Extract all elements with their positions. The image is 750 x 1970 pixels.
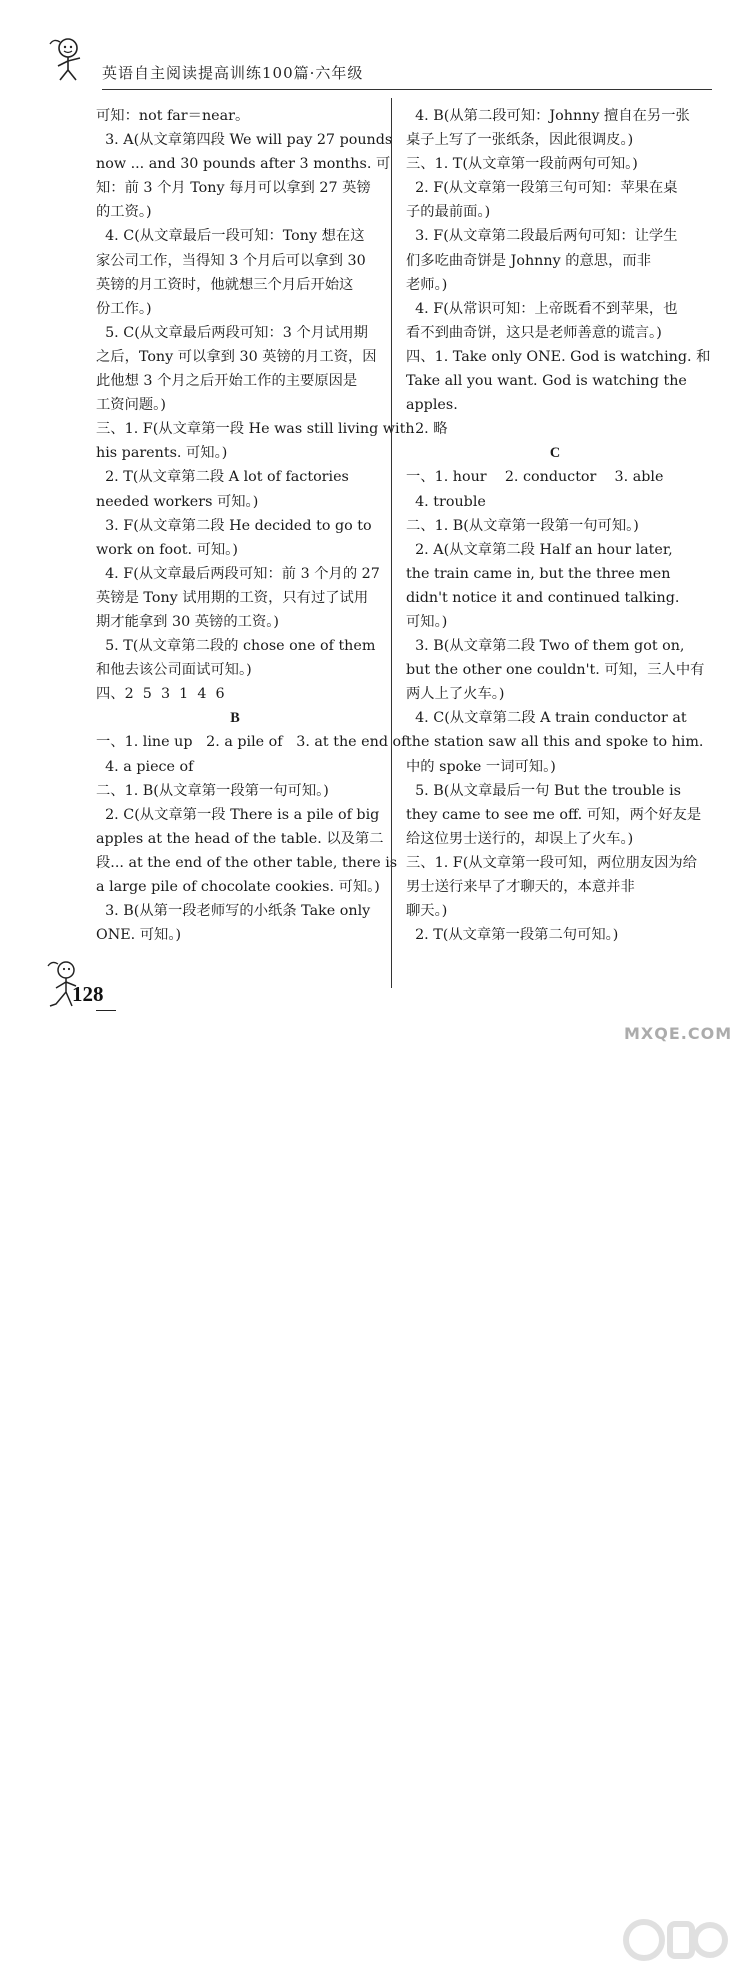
header-rule: [102, 89, 712, 90]
text-line: Take all you want. God is watching the: [406, 373, 687, 390]
watermark-text: MXQE.COM: [624, 1024, 733, 1043]
text-line: apples.: [406, 397, 458, 414]
text-line: 4. trouble: [406, 493, 486, 510]
text-line: 此他想 3 个月之后开始工作的主要原因是: [96, 373, 358, 390]
text-line: but the other one couldn't. 可知，三人中有: [406, 662, 705, 679]
text-line: 4. a piece of: [96, 758, 194, 775]
text-line: 4. C(从文章第二段 A train conductor at: [406, 710, 687, 727]
text-line: 英镑的月工资时，他就想三个月后开始这: [96, 276, 354, 293]
page-footer: [0, 950, 750, 1052]
text-line: didn't notice it and continued talking.: [406, 589, 680, 606]
text-line: 3. B(从文章第二段 Two of them got on,: [406, 638, 685, 655]
text-line: 5. C(从文章最后两段可知：3 个月试用期: [96, 324, 368, 341]
page-number: 128: [72, 982, 104, 1006]
text-line: 子的最前面。): [406, 204, 491, 221]
section-heading: C: [549, 445, 561, 462]
page-header: [0, 0, 750, 95]
text-line: 老师。): [406, 276, 448, 293]
text-line: 看不到曲奇饼，这只是老师善意的谎言。): [406, 324, 662, 341]
left-column: [96, 104, 415, 947]
footer-rule: [96, 1010, 116, 1011]
text-line: 三、1. F(从文章第一段可知，两位朋友因为给: [406, 854, 698, 871]
text-line: 4. C(从文章最后一段可知：Tony 想在这: [96, 228, 365, 245]
text-line: 中的 spoke 一词可知。): [406, 758, 556, 775]
text-line: 2. F(从文章第一段第三句可知：苹果在桌: [406, 180, 678, 197]
text-line: 和他去该公司面试可知。): [96, 662, 252, 679]
text-line: 段... at the end of the other table, there is: [96, 854, 398, 871]
stick-figure-mascot-icon: [40, 36, 96, 84]
text-line: 5. B(从文章最后一句 But the trouble is: [406, 782, 681, 799]
text-line: 二、1. B(从文章第一段第一句可知。): [406, 517, 639, 534]
text-line: 家公司工作，当得知 3 个月后可以拿到 30: [96, 252, 366, 269]
text-line: 4. B(从第二段可知：Johnny 擅自在另一张: [406, 108, 690, 124]
text-line: 2. A(从文章第二段 Half an hour later,: [406, 541, 673, 558]
text-line: 工资问题。): [96, 397, 166, 414]
text-line: 3. A(从文章第四段 We will pay 27 pounds: [96, 132, 393, 149]
text-line: 期才能拿到 30 英镑的工资。): [96, 613, 279, 630]
text-line: now ... and 30 pounds after 3 months. 可: [96, 156, 391, 173]
text-line: 二、1. B(从文章第一段第一句可知。): [96, 782, 329, 799]
text-line: 男士送行来早了才聊天的，本意并非: [406, 879, 635, 895]
text-line: 3. F(从文章第二段 He decided to go to: [96, 517, 372, 534]
text-line: 知：前 3 个月 Tony 每月可以拿到 27 英镑: [96, 180, 371, 197]
text-line: 份工作。): [96, 300, 152, 317]
text-line: 4. F(从文章最后两段可知：前 3 个月的 27: [96, 565, 380, 582]
text-line: 三、1. F(从文章第一段 He was still living with: [96, 421, 415, 438]
text-line: 四、2 5 3 1 4 6: [96, 686, 225, 703]
text-line: ONE. 可知。): [96, 927, 182, 944]
text-line: 2. T(从文章第二段 A lot of factories: [96, 469, 349, 486]
text-line: 2. 略: [406, 421, 448, 438]
text-line: 给这位男士送行的，却误上了火车。): [406, 830, 634, 847]
text-line: needed workers 可知。): [96, 493, 259, 510]
text-line: 一、1. hour 2. conductor 3. able: [406, 469, 664, 486]
text-line: the train came in, but the three men: [406, 565, 671, 582]
text-line: 之后，Tony 可以拿到 30 英镑的月工资，因: [96, 348, 377, 365]
text-line: 4. F(从常识可知：上帝既看不到苹果，也: [406, 300, 678, 317]
text-line: 聊天。): [406, 903, 448, 920]
text-line: the station saw all this and spoke to him.: [406, 734, 704, 751]
text-line: 们多吃曲奇饼是 Johnny 的意思，而非: [406, 252, 651, 269]
text-line: apples at the head of the table. 以及第二: [96, 830, 384, 847]
text-line: a large pile of chocolate cookies. 可知。): [96, 879, 380, 895]
text-line: 桌子上写了一张纸条，因此很调皮。): [406, 132, 634, 149]
text-line: 三、1. T(从文章第一段前两句可知。): [406, 156, 638, 173]
text-line: 5. T(从文章第二段的 chose one of them: [96, 638, 376, 655]
column-divider: [391, 98, 392, 988]
watermark-logo-icon: [618, 1910, 730, 1970]
right-column: [406, 104, 711, 947]
text-line: 四、1. Take only ONE. God is watching. 和: [406, 348, 711, 365]
header-title: 英语自主阅读提高训练100篇·六年级: [102, 64, 364, 82]
text-line: 的工资。): [96, 204, 152, 221]
text-line: 3. F(从文章第二段最后两句可知：让学生: [406, 228, 678, 245]
text-line: 3. B(从第一段老师写的小纸条 Take only: [96, 903, 371, 920]
text-line: work on foot. 可知。): [96, 541, 238, 558]
text-line: 一、1. line up 2. a pile of 3. at the end of: [96, 734, 407, 751]
text-line: 可知。): [406, 613, 448, 630]
text-line: his parents. 可知。): [96, 445, 228, 462]
text-line: 2. C(从文章第一段 There is a pile of big: [96, 806, 380, 823]
text-line: they came to see me off. 可知，两个好友是: [406, 806, 702, 823]
text-line: 2. T(从文章第一段第二句可知。): [406, 927, 619, 944]
section-heading: B: [230, 710, 240, 727]
text-line: 可知：not far＝near。: [96, 108, 250, 124]
text-line: 英镑是 Tony 试用期的工资，只有过了试用: [96, 589, 369, 606]
text-line: 两人上了火车。): [406, 686, 505, 703]
